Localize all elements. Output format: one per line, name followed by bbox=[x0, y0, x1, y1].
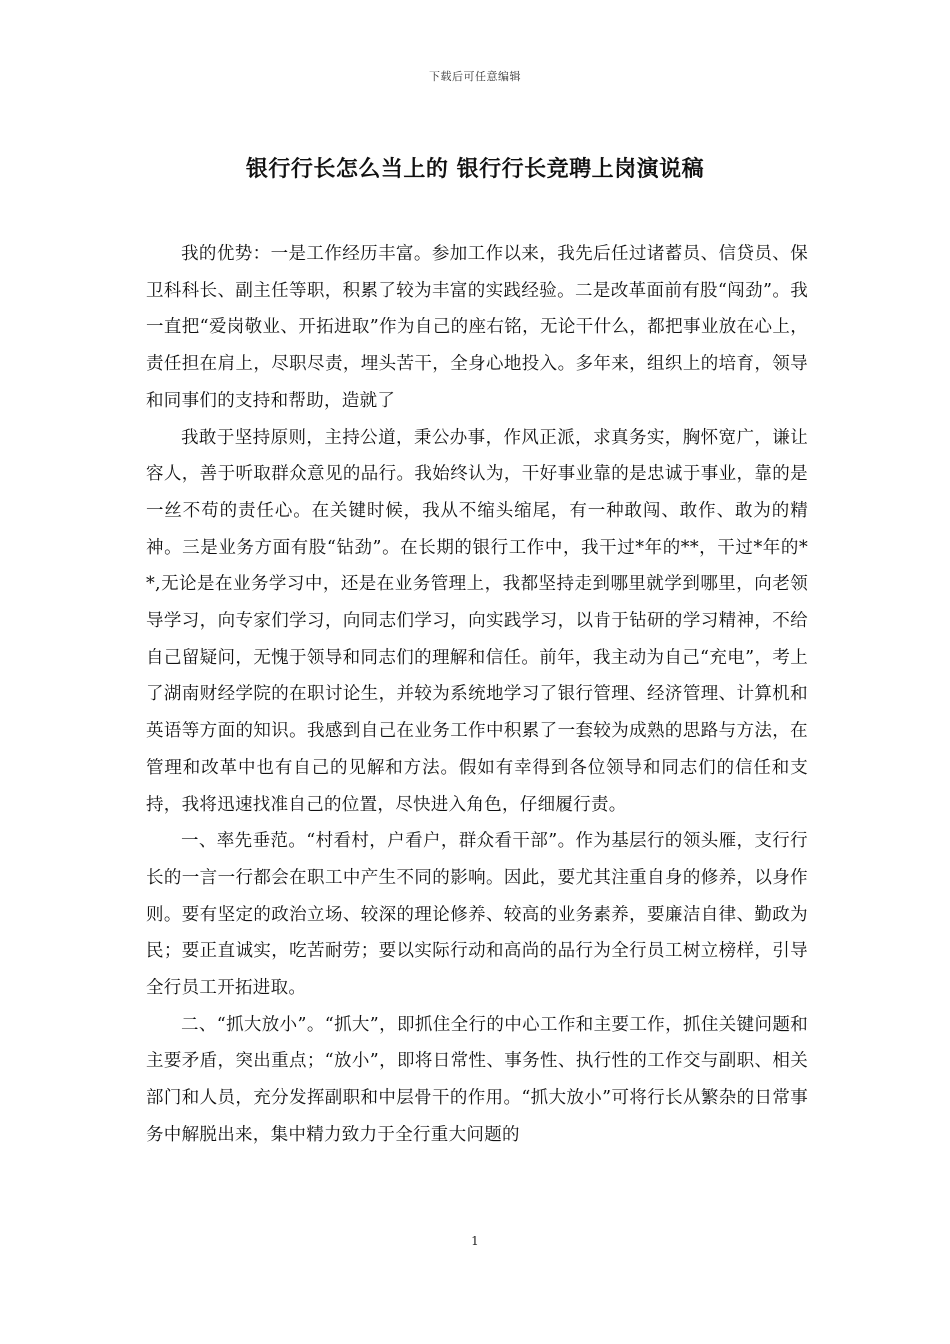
document-title: 银行行长怎么当上的 银行行长竞聘上岗演说稿 bbox=[245, 157, 705, 182]
document-body bbox=[146, 236, 808, 1154]
paragraph-advantages: 我的优势：一是工作经历丰富。参加工作以来，我先后任过诸蓄员、信贷员、保卫科科长、副主任等职，积累了较为丰富的实践经验。二是改革面前有股“闯劲”。我一直把“爱岗敬业、开拓进取”作为自己的座右铭，无论干什么，都把事业放在心上，责任担在肩上，尽职尽责，埋头苦干，全身心地投入。多年来，组织上的培育，领导和同事们的支持和帮助，造就了 bbox=[146, 244, 808, 411]
page-number: 1 bbox=[471, 1234, 479, 1248]
paragraph-character: 我敢于坚持原则，主持公道，秉公办事，作风正派，求真务实，胸怀宽广，谦让容人，善于听取群众意见的品行。我始终认为，干好事业靠的是忠诚于事业，靠的是一丝不苟的责任心。在关键时候，我从不缩头缩尾，有一种敢闯、敢作、敢为的精神。三是业务方面有股“钻劲”。在长期的银行工作中，我干过*年的**，干过*年的**,无论是在业务学习中，还是在业务管理上，我都坚持走到哪里就学到哪里，向老领导学习，向专家们学习，向同志们学习，向实践学习，以肯于钻研的学习精神，不给自己留疑问，无愧于领导和同志们的理解和信任。前年，我主动为自己“充电”，考上了湖南财经学院的在职讨论生，并较为系统地学习了银行管理、经济管理、计算机和英语等方面的知识。我感到自己在业务工作中积累了一套较为成熟的思路与方法，在管理和改革中也有自己的见解和方法。假如有幸得到各位领导和同志们的信任和支持，我将迅速找准自己的位置，尽快进入角色，仔细履行责。 bbox=[146, 427, 808, 815]
download-note-header: 下载后可任意编辑 bbox=[429, 70, 521, 83]
paragraph-grasp-big: 二、“抓大放小”。“抓大”，即抓住全行的中心工作和主要工作，抓住关键问题和主要矛盾，突出重点；“放小”，即将日常性、事务性、执行性的工作交与副职、相关部门和人员，充分发挥副职和中层骨干的作用。“抓大放小”可将行长从繁杂的日常事务中解脱出来，集中精力致力于全行重大问题的 bbox=[146, 1014, 808, 1145]
paragraph-lead-by-example: 一、率先垂范。“村看村，户看户，群众看干部”。作为基层行的领头雁，支行行长的一言一行都会在职工中产生不同的影响。因此，要尤其注重自身的修养，以身作则。要有坚定的政治立场、较深的理论修养、较高的业务素养，要廉洁自律、勤政为民；要正直诚实，吃苦耐劳；要以实际行动和高尚的品行为全行员工树立榜样，引导全行员工开拓进取。 bbox=[146, 831, 808, 999]
